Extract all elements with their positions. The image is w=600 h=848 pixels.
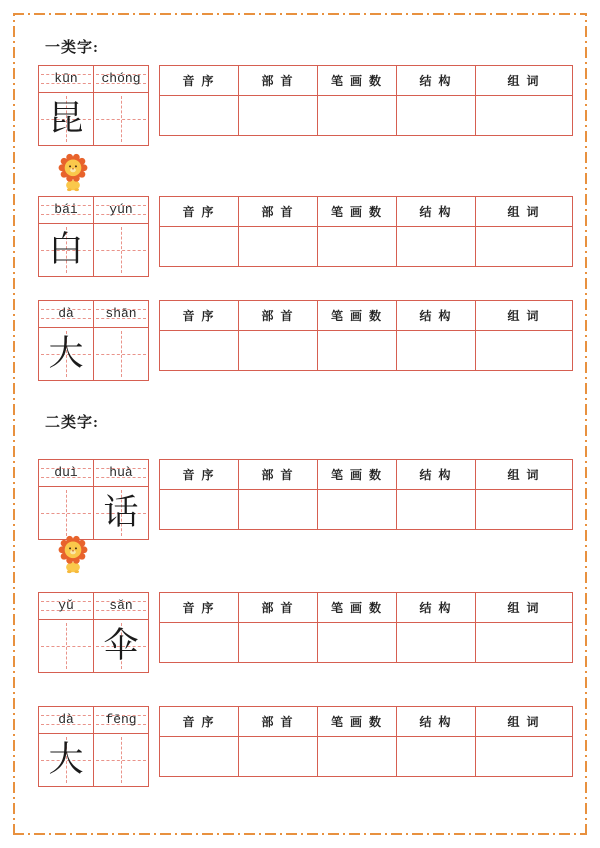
hanzi-text: 白	[48, 230, 84, 269]
pinyin-char-grid	[38, 592, 149, 673]
info-table	[159, 196, 573, 267]
pinyin-cell	[94, 197, 148, 224]
empty-cell	[160, 623, 239, 663]
empty-cell	[476, 737, 573, 777]
character-row-da1	[38, 300, 573, 381]
col-header-zuci: 组 词	[476, 593, 573, 623]
empty-cell	[160, 96, 239, 136]
character-row-kun	[38, 65, 573, 146]
col-header-bihuashu: 笔 画 数	[318, 66, 397, 96]
pinyin-cell	[94, 460, 148, 487]
empty-cell	[397, 227, 476, 267]
empty-cell	[397, 490, 476, 530]
pinyin-cell	[39, 460, 94, 487]
empty-cell	[239, 623, 318, 663]
character-cell	[39, 224, 94, 276]
col-header-yinxu: 音 序	[160, 197, 239, 227]
hanzi-text	[94, 328, 148, 380]
hanzi-text: 大	[48, 334, 84, 373]
section-2-heading: 二类字:	[45, 415, 99, 431]
col-header-yinxu: 音 序	[160, 66, 239, 96]
pinyin-char-grid	[38, 65, 149, 146]
character-cell	[94, 487, 148, 539]
pinyin-cell	[39, 66, 94, 93]
hanzi-text: 伞	[103, 626, 139, 665]
section-1-heading: 一类字:	[45, 40, 99, 56]
pinyin-text: dà	[58, 306, 74, 322]
lion-icon	[56, 534, 90, 574]
empty-cell	[239, 490, 318, 530]
page-border-top	[13, 13, 587, 15]
character-cell	[39, 734, 94, 786]
empty-cell	[397, 623, 476, 663]
empty-cell	[318, 623, 397, 663]
empty-cell	[160, 490, 239, 530]
col-header-bihuashu: 笔 画 数	[318, 707, 397, 737]
pinyin-text: sǎn	[109, 598, 133, 614]
empty-cell	[160, 331, 239, 371]
col-header-bihuashu: 笔 画 数	[318, 301, 397, 331]
empty-cell	[476, 227, 573, 267]
hanzi-text	[39, 620, 93, 672]
character-cell	[94, 620, 148, 672]
character-cell	[39, 620, 94, 672]
col-header-bushou: 部 首	[239, 66, 318, 96]
empty-cell	[476, 331, 573, 371]
empty-cell	[397, 737, 476, 777]
pinyin-text: chóng	[101, 71, 141, 87]
info-table	[159, 300, 573, 371]
info-table	[159, 706, 573, 777]
pinyin-text: shān	[105, 306, 137, 322]
pinyin-char-grid	[38, 196, 149, 277]
character-row-bai	[38, 196, 573, 277]
character-row-san	[38, 592, 573, 673]
empty-cell	[397, 96, 476, 136]
info-table	[159, 592, 573, 663]
character-cell	[94, 224, 148, 276]
pinyin-text: yún	[109, 202, 133, 218]
pinyin-text: duì	[54, 465, 78, 481]
pinyin-cell	[94, 301, 148, 328]
empty-cell	[160, 227, 239, 267]
pinyin-text: kūn	[54, 71, 78, 87]
empty-cell	[476, 623, 573, 663]
hanzi-text	[94, 734, 148, 786]
empty-cell	[318, 227, 397, 267]
empty-cell	[239, 96, 318, 136]
col-header-bushou: 部 首	[239, 197, 318, 227]
col-header-zuci: 组 词	[476, 197, 573, 227]
col-header-yinxu: 音 序	[160, 707, 239, 737]
hanzi-text: 昆	[48, 99, 84, 138]
pinyin-text: bái	[54, 202, 78, 218]
info-table	[159, 65, 573, 136]
character-cell	[39, 328, 94, 380]
pinyin-text: yǔ	[58, 598, 74, 614]
character-cell	[39, 487, 94, 539]
empty-cell	[160, 737, 239, 777]
pinyin-cell	[94, 66, 148, 93]
empty-cell	[476, 490, 573, 530]
hanzi-text	[94, 224, 148, 276]
hanzi-text	[94, 93, 148, 145]
pinyin-cell	[94, 707, 148, 734]
character-cell	[39, 93, 94, 145]
page-border-right	[585, 13, 587, 835]
col-header-zuci: 组 词	[476, 460, 573, 490]
pinyin-char-grid	[38, 706, 149, 787]
col-header-bushou: 部 首	[239, 460, 318, 490]
col-header-yinxu: 音 序	[160, 460, 239, 490]
hanzi-text: 话	[103, 493, 139, 532]
empty-cell	[318, 331, 397, 371]
character-cell	[94, 328, 148, 380]
pinyin-text: dà	[58, 712, 74, 728]
character-row-da2	[38, 706, 573, 787]
hanzi-text: 大	[48, 740, 84, 779]
col-header-zuci: 组 词	[476, 66, 573, 96]
col-header-bushou: 部 首	[239, 301, 318, 331]
character-row-hua	[38, 459, 573, 540]
pinyin-cell	[39, 707, 94, 734]
pinyin-cell	[39, 197, 94, 224]
col-header-bihuashu: 笔 画 数	[318, 460, 397, 490]
col-header-jiegou: 结 构	[397, 707, 476, 737]
col-header-zuci: 组 词	[476, 707, 573, 737]
col-header-bushou: 部 首	[239, 593, 318, 623]
character-cell	[94, 734, 148, 786]
info-table	[159, 459, 573, 530]
pinyin-char-grid	[38, 300, 149, 381]
hanzi-text	[39, 487, 93, 539]
page-border-bottom	[13, 833, 587, 835]
character-cell	[94, 93, 148, 145]
lion-icon	[56, 152, 90, 192]
empty-cell	[239, 737, 318, 777]
empty-cell	[318, 490, 397, 530]
pinyin-text: fēng	[105, 712, 137, 728]
col-header-yinxu: 音 序	[160, 593, 239, 623]
page-border-left	[13, 13, 15, 835]
empty-cell	[239, 331, 318, 371]
col-header-yinxu: 音 序	[160, 301, 239, 331]
pinyin-cell	[39, 301, 94, 328]
empty-cell	[318, 737, 397, 777]
empty-cell	[476, 96, 573, 136]
col-header-jiegou: 结 构	[397, 197, 476, 227]
pinyin-text: huà	[109, 465, 133, 481]
col-header-bihuashu: 笔 画 数	[318, 197, 397, 227]
col-header-bihuashu: 笔 画 数	[318, 593, 397, 623]
col-header-jiegou: 结 构	[397, 66, 476, 96]
pinyin-cell	[94, 593, 148, 620]
empty-cell	[397, 331, 476, 371]
empty-cell	[318, 96, 397, 136]
col-header-bushou: 部 首	[239, 707, 318, 737]
pinyin-cell	[39, 593, 94, 620]
col-header-jiegou: 结 构	[397, 460, 476, 490]
col-header-jiegou: 结 构	[397, 301, 476, 331]
pinyin-char-grid	[38, 459, 149, 540]
col-header-jiegou: 结 构	[397, 593, 476, 623]
col-header-zuci: 组 词	[476, 301, 573, 331]
empty-cell	[239, 227, 318, 267]
